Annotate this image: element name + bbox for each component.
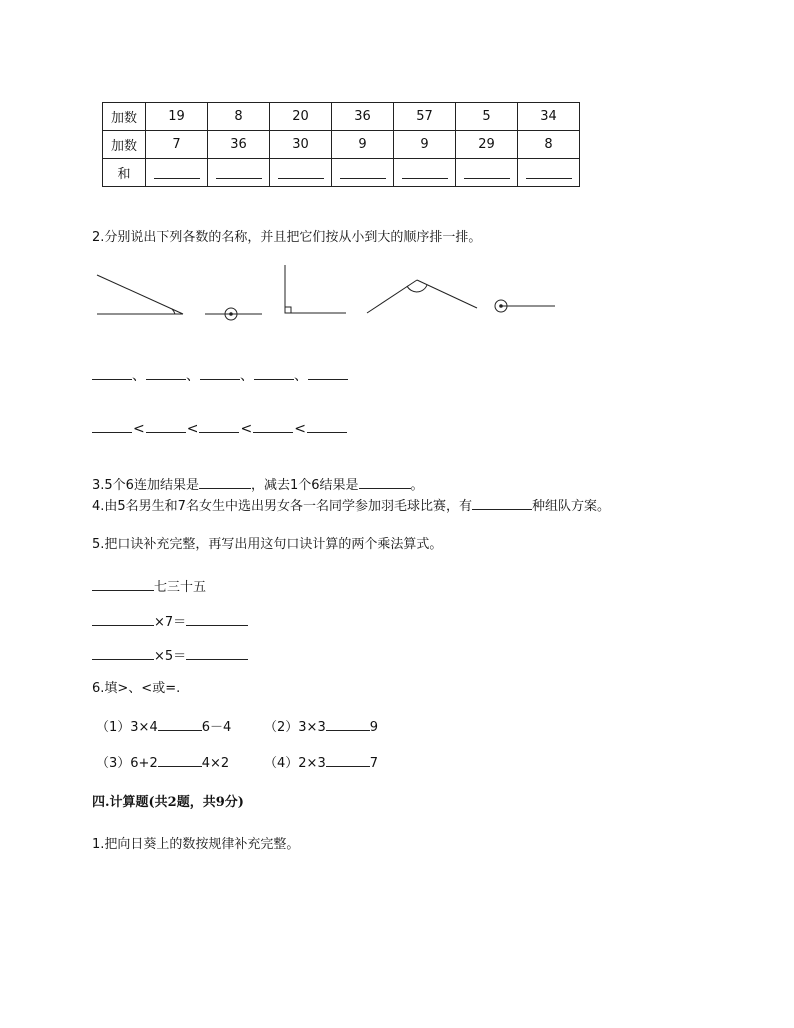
item-right: 6－4	[201, 720, 232, 735]
answer-blank[interactable]	[402, 166, 448, 179]
table-cell: 36	[332, 103, 394, 131]
compare-item-2	[264, 718, 378, 734]
row-header: 加数	[103, 131, 146, 159]
answer-cell[interactable]	[270, 159, 332, 187]
answer-blank[interactable]	[340, 166, 386, 179]
expression-row-1	[92, 613, 248, 629]
answer-blank[interactable]	[464, 166, 510, 179]
answer-blank[interactable]	[158, 754, 202, 767]
expression-row-2	[92, 647, 248, 663]
answer-cell[interactable]	[146, 159, 208, 187]
right-angle-figure	[285, 265, 346, 313]
round-angle-figure	[495, 300, 555, 312]
answer-blank[interactable]	[253, 420, 293, 433]
answer-cell[interactable]	[208, 159, 270, 187]
answer-blank[interactable]	[186, 647, 248, 660]
table-cell: 57	[394, 103, 456, 131]
acute-angle-figure	[97, 275, 183, 314]
addition-table	[102, 102, 580, 187]
question-5-text: 5.把口诀补充完整，再写出用这句口诀计算的两个乘法算式。	[92, 537, 443, 552]
less-than-sign: <	[294, 421, 306, 437]
table-cell: 19	[146, 103, 208, 131]
answer-cell[interactable]	[332, 159, 394, 187]
less-than-sign: <	[133, 421, 145, 437]
section-4-question-1: 1.把向日葵上的数按规律补充完整。	[92, 837, 300, 852]
answer-cell[interactable]	[394, 159, 456, 187]
table-cell: 9	[394, 131, 456, 159]
table-cell: 29	[456, 131, 518, 159]
item-label: （2）	[264, 720, 299, 735]
table-cell: 34	[518, 103, 580, 131]
rhyme-row	[92, 578, 206, 594]
answer-blank[interactable]	[92, 578, 154, 591]
separator-comma: 、	[240, 368, 254, 384]
item-label: （1）	[96, 720, 131, 735]
less-than-sign: <	[186, 421, 199, 437]
expression-2-mid: ×5＝	[154, 649, 187, 664]
item-right: 9	[369, 720, 378, 735]
item-right: 7	[369, 756, 378, 771]
name-blanks-row	[92, 367, 348, 383]
item-left: 3×4	[130, 720, 158, 735]
question-3-part2: ，减去1个6结果是	[250, 478, 359, 493]
item-label: （3）	[96, 756, 131, 771]
item-left: 6+2	[130, 756, 158, 771]
table-cell: 5	[456, 103, 518, 131]
item-left: 3×3	[298, 720, 326, 735]
answer-blank[interactable]	[308, 367, 348, 380]
question-4-part1: 4.由5名男生和7名女生中选出男女各一名同学参加羽毛球比赛，有	[92, 499, 472, 514]
separator-comma: 、	[132, 368, 146, 384]
question-4	[92, 497, 610, 513]
less-than-sign: <	[240, 421, 253, 437]
table-cell: 9	[332, 131, 394, 159]
table-row	[103, 131, 580, 159]
row-header: 加数	[103, 103, 146, 131]
table-row	[103, 103, 580, 131]
answer-blank[interactable]	[92, 420, 132, 433]
table-cell: 36	[208, 131, 270, 159]
straight-angle-figure	[205, 308, 262, 320]
answer-blank[interactable]	[472, 497, 532, 510]
table-cell: 30	[270, 131, 332, 159]
rhyme-tail: 七三十五	[154, 580, 207, 595]
answer-blank[interactable]	[146, 367, 186, 380]
answer-blank[interactable]	[199, 420, 239, 433]
angle-figures	[0, 255, 794, 325]
question-3-part3: 。	[410, 478, 424, 493]
answer-blank[interactable]	[326, 754, 370, 767]
answer-blank[interactable]	[146, 420, 186, 433]
obtuse-angle-figure	[367, 280, 477, 313]
expression-1-mid: ×7＝	[154, 615, 187, 630]
answer-blank[interactable]	[200, 367, 240, 380]
question-2-text: 2.分别说出下列各数的名称，并且把它们按从小到大的顺序排一排。	[92, 230, 482, 245]
compare-item-3	[96, 754, 229, 770]
item-label: （4）	[264, 756, 299, 771]
question-4-part2: 种组队方案。	[531, 499, 610, 514]
answer-blank[interactable]	[216, 166, 262, 179]
separator-comma: 、	[186, 368, 200, 384]
answer-blank[interactable]	[92, 613, 154, 626]
answer-blank[interactable]	[326, 718, 370, 731]
answer-cell[interactable]	[518, 159, 580, 187]
answer-blank[interactable]	[307, 420, 347, 433]
answer-blank[interactable]	[92, 367, 132, 380]
answer-blank[interactable]	[254, 367, 294, 380]
answer-blank[interactable]	[186, 613, 248, 626]
item-right: 4×2	[201, 756, 230, 771]
table-row	[103, 159, 580, 187]
answer-blank[interactable]	[154, 166, 200, 179]
order-blanks-row	[92, 420, 347, 436]
answer-blank[interactable]	[92, 647, 154, 660]
answer-blank[interactable]	[359, 476, 411, 489]
separator-comma: 、	[294, 368, 308, 384]
answer-cell[interactable]	[456, 159, 518, 187]
compare-item-1	[96, 718, 231, 734]
item-left: 2×3	[298, 756, 326, 771]
answer-blank[interactable]	[199, 476, 251, 489]
answer-blank[interactable]	[278, 166, 324, 179]
table-cell: 8	[518, 131, 580, 159]
answer-blank[interactable]	[526, 166, 572, 179]
table-cell: 8	[208, 103, 270, 131]
section-4-title: 四.计算题(共2题，共9分)	[92, 795, 244, 810]
table-cell: 20	[270, 103, 332, 131]
question-3	[92, 476, 424, 492]
row-header: 和	[103, 159, 146, 187]
question-6-text: 6.填>、<或=.	[92, 681, 181, 696]
answer-blank[interactable]	[158, 718, 202, 731]
table-cell: 7	[146, 131, 208, 159]
question-3-part1: 3.5个6连加结果是	[92, 478, 199, 493]
compare-item-4	[264, 754, 378, 770]
